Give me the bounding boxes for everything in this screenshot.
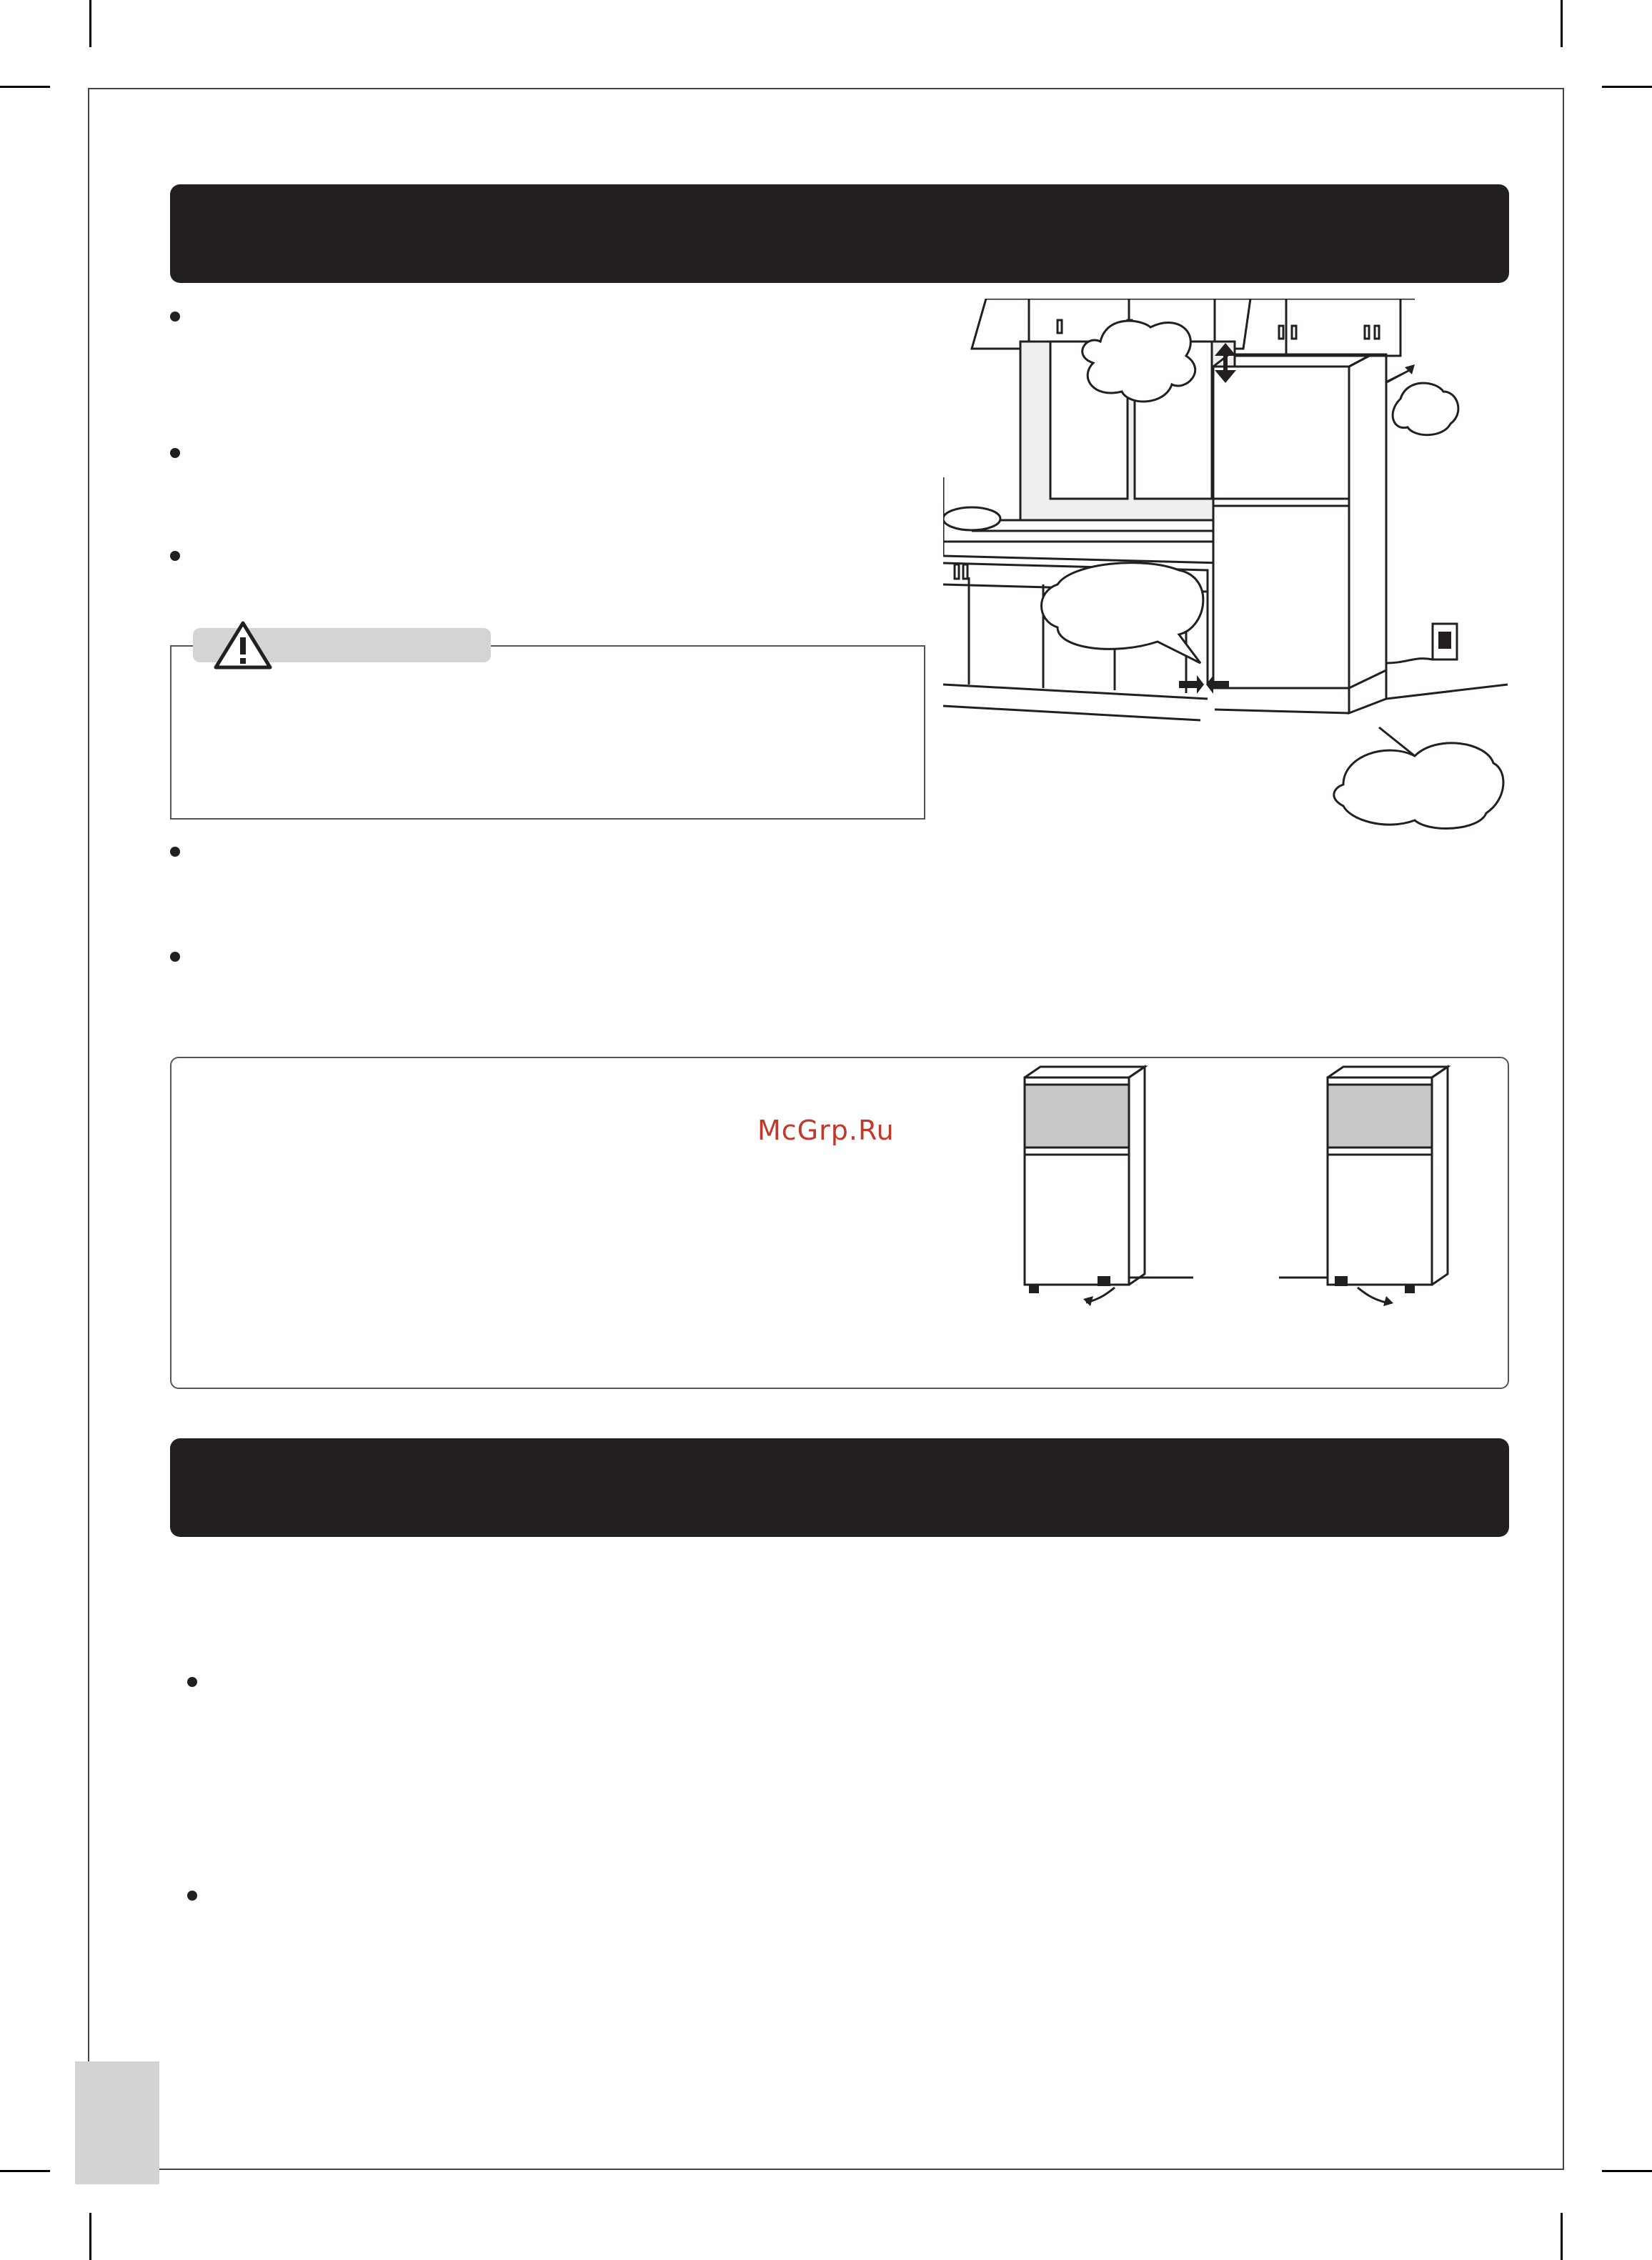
crop-mark-top-left-h (0, 86, 50, 88)
bullet-7 (187, 1891, 197, 1901)
crop-mark-bottom-left-h (0, 2170, 50, 2172)
warning-box (170, 645, 925, 820)
bullet-6 (187, 1677, 197, 1687)
crop-mark-top-right-v (1561, 0, 1563, 47)
leveling-feet-illustration-left (1015, 1063, 1200, 1306)
watermark: McGrp.Ru (757, 1115, 895, 1146)
crop-mark-top-right-h (1602, 86, 1652, 88)
bullet-2 (170, 448, 180, 458)
kitchen-installation-illustration (943, 299, 1515, 835)
bullet-4 (170, 847, 180, 857)
page-number-tab (75, 2061, 159, 2184)
bullet-3 (170, 551, 180, 561)
warning-triangle-icon (213, 620, 273, 670)
bullet-1 (170, 312, 180, 322)
crop-mark-top-left-v (89, 0, 91, 47)
bullet-5 (170, 952, 180, 962)
crop-mark-bottom-left-v (89, 2213, 91, 2260)
crop-mark-bottom-right-h (1602, 2170, 1652, 2172)
crop-mark-bottom-right-v (1561, 2213, 1563, 2260)
leveling-feet-illustration-right (1279, 1063, 1465, 1306)
section-header-bar-1 (170, 184, 1509, 283)
section-header-bar-2 (170, 1438, 1509, 1537)
